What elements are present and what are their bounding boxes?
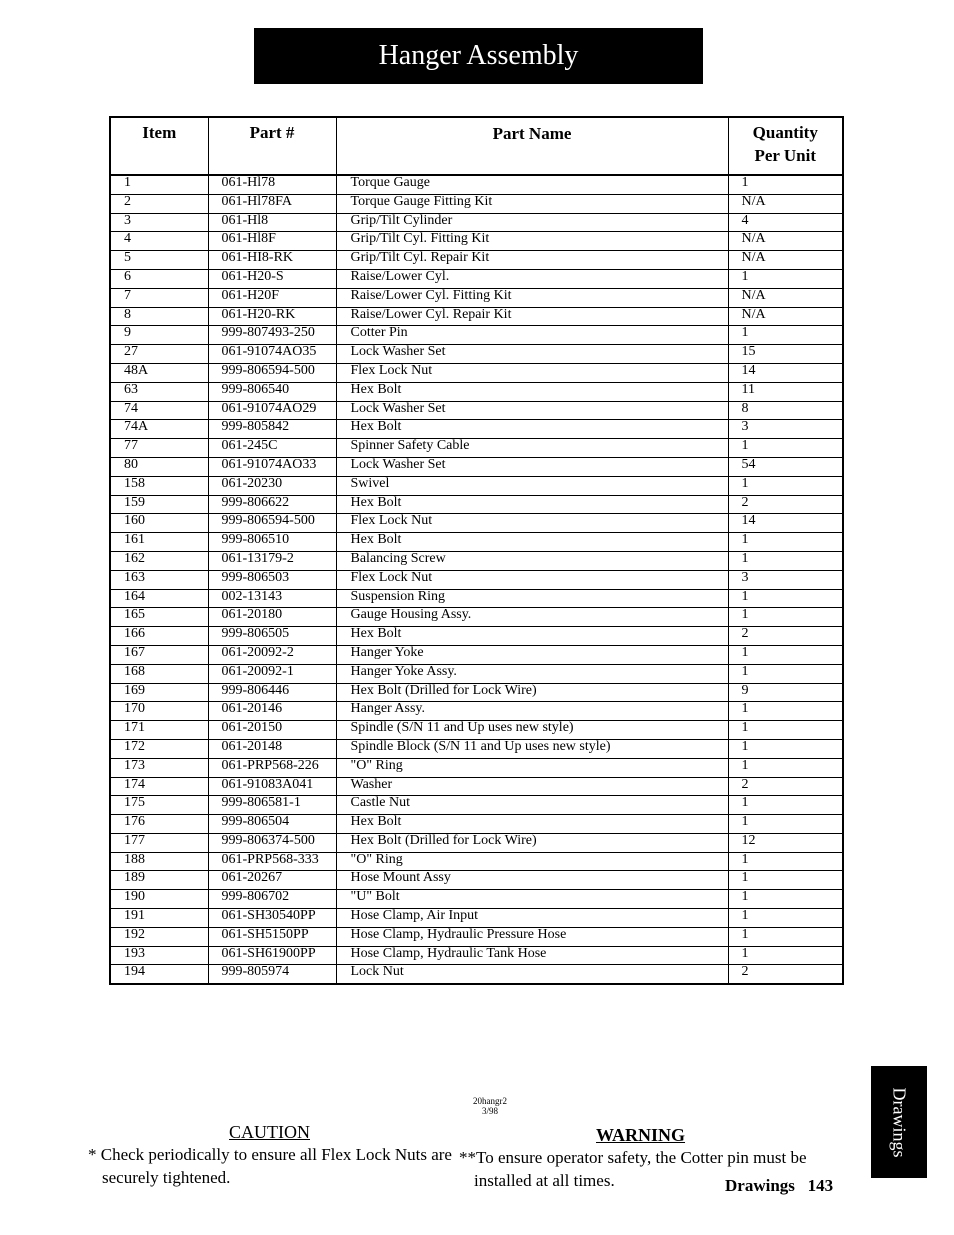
table-row [110,326,843,345]
table-row [110,288,843,307]
table-row [110,175,843,194]
cell-part-number: 061-91074AO29 [208,401,336,420]
cell-part-number: 999-805842 [208,420,336,439]
cell-part-number: 999-806505 [208,627,336,646]
page-title-bar [254,28,703,84]
cell-item: 174 [110,777,208,796]
cell-item: 161 [110,533,208,552]
table-row [110,664,843,683]
cell-part-name: "O" Ring [336,758,728,777]
cell-part-number: 999-806581-1 [208,796,336,815]
table-row [110,909,843,928]
cell-item: 48A [110,363,208,382]
cell-quantity: 1 [728,551,843,570]
cell-part-number: 999-806702 [208,890,336,909]
cell-item: 163 [110,570,208,589]
table-row [110,269,843,288]
cell-part-name: Lock Nut [336,965,728,984]
header-part-name [336,117,728,175]
side-tab-drawings[interactable] [871,1066,927,1178]
parts-table [109,116,844,985]
header-part-name-label: Part Name [492,124,572,143]
drawing-code-date: 3/98 [481,1106,498,1116]
cell-part-number: 999-806540 [208,382,336,401]
cell-item: 169 [110,683,208,702]
cell-part-name: Lock Washer Set [336,457,728,476]
cell-part-name: Hex Bolt (Drilled for Lock Wire) [336,683,728,702]
cell-part-name: Hex Bolt (Drilled for Lock Wire) [336,833,728,852]
cell-item: 188 [110,852,208,871]
cell-part-number: 999-806504 [208,815,336,834]
cell-part-name: Hose Clamp, Hydraulic Pressure Hose [336,927,728,946]
table-row [110,476,843,495]
cell-quantity: 1 [728,476,843,495]
table-row [110,194,843,213]
cell-quantity: N/A [728,251,843,270]
cell-item: 6 [110,269,208,288]
cell-item: 5 [110,251,208,270]
table-row [110,871,843,890]
cell-quantity: 1 [728,664,843,683]
cell-item: 74 [110,401,208,420]
cell-part-name: Spindle Block (S/N 11 and Up uses new style) [336,739,728,758]
cell-part-name: Hex Bolt [336,533,728,552]
cell-quantity: 8 [728,401,843,420]
cell-quantity: 1 [728,815,843,834]
cell-part-number: 061-91074AO33 [208,457,336,476]
table-row [110,382,843,401]
cell-item: 193 [110,946,208,965]
cell-quantity: 1 [728,533,843,552]
cell-part-name: Raise/Lower Cyl. Fitting Kit [336,288,728,307]
cell-quantity: 1 [728,927,843,946]
cell-part-number: 999-806374-500 [208,833,336,852]
cell-quantity: N/A [728,288,843,307]
cell-part-name: Washer [336,777,728,796]
header-item: Item [110,117,208,175]
header-quantity-line1: Quantity [752,123,818,142]
cell-part-name: Hose Mount Assy [336,871,728,890]
cell-part-name: Hex Bolt [336,420,728,439]
table-row [110,683,843,702]
cell-part-number: 002-13143 [208,589,336,608]
cell-quantity: 3 [728,570,843,589]
cell-quantity: 4 [728,213,843,232]
cell-item: 177 [110,833,208,852]
cell-part-number: 999-806594-500 [208,514,336,533]
header-quantity [728,117,843,175]
cell-item: 63 [110,382,208,401]
caution-title: CAUTION [229,1122,310,1142]
cell-item: 175 [110,796,208,815]
cell-quantity: 12 [728,833,843,852]
table-row [110,307,843,326]
cell-part-number: 061-Hl8 [208,213,336,232]
cell-part-number: 061-Hl78 [208,175,336,194]
cell-part-name: Raise/Lower Cyl. Repair Kit [336,307,728,326]
cell-quantity: 2 [728,965,843,984]
cell-part-name: Flex Lock Nut [336,570,728,589]
cell-part-number: 061-20267 [208,871,336,890]
cell-part-name: Hanger Assy. [336,702,728,721]
cell-item: 176 [110,815,208,834]
cell-quantity: 2 [728,495,843,514]
table-row [110,890,843,909]
table-row [110,439,843,458]
table-row [110,570,843,589]
cell-item: 77 [110,439,208,458]
footer-page-number: 143 [807,1176,834,1195]
cell-part-number: 061-H20F [208,288,336,307]
cell-quantity: 1 [728,796,843,815]
cell-part-number: 999-806594-500 [208,363,336,382]
page-title: Hanger Assembly [378,40,579,71]
table-row [110,589,843,608]
cell-part-name: Raise/Lower Cyl. [336,269,728,288]
cell-quantity: 1 [728,946,843,965]
cell-item: 192 [110,927,208,946]
cell-quantity: 1 [728,326,843,345]
cell-quantity: 14 [728,363,843,382]
cell-item: 168 [110,664,208,683]
table-row [110,946,843,965]
cell-part-number: 061-13179-2 [208,551,336,570]
table-row [110,627,843,646]
table-row [110,495,843,514]
cell-quantity: 3 [728,420,843,439]
table-row [110,232,843,251]
cell-item: 158 [110,476,208,495]
cell-quantity: 1 [728,739,843,758]
cell-part-name: Balancing Screw [336,551,728,570]
table-row [110,927,843,946]
cell-part-name: Spinner Safety Cable [336,439,728,458]
cell-item: 170 [110,702,208,721]
table-row [110,251,843,270]
cell-part-name: Grip/Tilt Cyl. Fitting Kit [336,232,728,251]
cell-part-number: 999-806510 [208,533,336,552]
table-row [110,420,843,439]
table-row [110,965,843,984]
cell-part-number: 061-SH30540PP [208,909,336,928]
table-row [110,514,843,533]
header-part-number: Part # [208,117,336,175]
cell-part-number: 061-SH61900PP [208,946,336,965]
cell-item: 164 [110,589,208,608]
footer-section: Drawings [725,1176,795,1195]
cell-quantity: 1 [728,439,843,458]
table-row [110,457,843,476]
cell-quantity: 1 [728,909,843,928]
cell-item: 172 [110,739,208,758]
table-row [110,739,843,758]
table-row [110,758,843,777]
page-footer [725,1176,833,1196]
cell-part-number: 999-806503 [208,570,336,589]
cell-part-name: Hex Bolt [336,495,728,514]
cell-item: 194 [110,965,208,984]
cell-part-name: Hanger Yoke Assy. [336,664,728,683]
cell-part-name: Hose Clamp, Air Input [336,909,728,928]
cell-part-name: Cotter Pin [336,326,728,345]
cell-item: 159 [110,495,208,514]
cell-quantity: 2 [728,627,843,646]
table-row [110,852,843,871]
cell-item: 167 [110,645,208,664]
cell-part-name: Flex Lock Nut [336,363,728,382]
cell-part-number: 061-20180 [208,608,336,627]
cell-quantity: N/A [728,307,843,326]
cell-quantity: 14 [728,514,843,533]
cell-part-name: Hose Clamp, Hydraulic Tank Hose [336,946,728,965]
cell-part-number: 061-20092-1 [208,664,336,683]
cell-part-name: Lock Washer Set [336,401,728,420]
cell-item: 171 [110,721,208,740]
cell-item: 2 [110,194,208,213]
cell-item: 160 [110,514,208,533]
cell-part-number: 061-245C [208,439,336,458]
cell-part-name: Flex Lock Nut [336,514,728,533]
cell-item: 8 [110,307,208,326]
cell-part-name: Hex Bolt [336,627,728,646]
cell-part-number: 999-805974 [208,965,336,984]
table-header-row [110,117,843,175]
cell-item: 80 [110,457,208,476]
cell-item: 4 [110,232,208,251]
cell-part-name: "U" Bolt [336,890,728,909]
cell-part-name: Hex Bolt [336,815,728,834]
cell-part-number: 061-PRP568-333 [208,852,336,871]
cell-item: 173 [110,758,208,777]
cell-part-number: 061-H20-RK [208,307,336,326]
cell-quantity: 1 [728,589,843,608]
table-row [110,777,843,796]
side-tab-label: Drawings [889,1087,910,1157]
cell-part-number: 061-91083A041 [208,777,336,796]
cell-part-number: 999-806446 [208,683,336,702]
cell-quantity: 1 [728,269,843,288]
parts-table-body [110,175,843,984]
cell-item: 9 [110,326,208,345]
cell-part-name: Grip/Tilt Cylinder [336,213,728,232]
table-row [110,833,843,852]
table-row [110,363,843,382]
cell-part-name: Swivel [336,476,728,495]
cell-part-number: 061-H20-S [208,269,336,288]
cell-item: 191 [110,909,208,928]
cell-quantity: 2 [728,777,843,796]
table-row [110,702,843,721]
cell-item: 74A [110,420,208,439]
cell-quantity: 1 [728,758,843,777]
cell-part-number: 061-20230 [208,476,336,495]
cell-quantity: 11 [728,382,843,401]
cell-item: 189 [110,871,208,890]
cell-part-name: Torque Gauge [336,175,728,194]
cell-part-name: Lock Washer Set [336,345,728,364]
cell-item: 190 [110,890,208,909]
cell-part-number: 061-20150 [208,721,336,740]
cell-quantity: N/A [728,194,843,213]
cell-quantity: N/A [728,232,843,251]
cell-part-name: Torque Gauge Fitting Kit [336,194,728,213]
table-row [110,645,843,664]
cell-quantity: 54 [728,457,843,476]
table-row [110,721,843,740]
cell-item: 166 [110,627,208,646]
cell-item: 3 [110,213,208,232]
cell-item: 27 [110,345,208,364]
cell-quantity: 15 [728,345,843,364]
cell-part-name: Castle Nut [336,796,728,815]
cell-quantity: 9 [728,683,843,702]
cell-part-name: Hanger Yoke [336,645,728,664]
cell-item: 1 [110,175,208,194]
table-row [110,401,843,420]
cell-part-number: 061-Hl78FA [208,194,336,213]
cell-part-name: Gauge Housing Assy. [336,608,728,627]
cell-part-number: 999-807493-250 [208,326,336,345]
cell-quantity: 1 [728,890,843,909]
drawing-code [462,1096,518,1116]
drawing-code-id: 20hangr2 [473,1096,507,1106]
table-row [110,608,843,627]
cell-part-number: 061-SH5150PP [208,927,336,946]
cell-quantity: 1 [728,175,843,194]
cell-part-name: Spindle (S/N 11 and Up uses new style) [336,721,728,740]
cell-part-name: "O" Ring [336,852,728,871]
cell-part-number: 061-PRP568-226 [208,758,336,777]
table-row [110,213,843,232]
cell-quantity: 1 [728,721,843,740]
caution-text: * Check periodically to ensure all Flex Lock Nuts are securely tightened. [88,1145,452,1187]
cell-part-number: 061-HI8-RK [208,251,336,270]
table-row [110,533,843,552]
cell-quantity: 1 [728,645,843,664]
warning-text: **To ensure operator safety, the Cotter pin must be installed at all times. [459,1148,807,1190]
cell-item: 7 [110,288,208,307]
cell-quantity: 1 [728,608,843,627]
cell-quantity: 1 [728,702,843,721]
table-row [110,551,843,570]
cell-part-number: 061-Hl8F [208,232,336,251]
cell-part-name: Hex Bolt [336,382,728,401]
cell-part-name: Suspension Ring [336,589,728,608]
cell-part-number: 999-806622 [208,495,336,514]
cell-part-number: 061-20148 [208,739,336,758]
header-quantity-line2: Per Unit [754,146,817,165]
cell-part-name: Grip/Tilt Cyl. Repair Kit [336,251,728,270]
warning-title: WARNING [596,1125,686,1145]
cell-part-number: 061-20092-2 [208,645,336,664]
table-row [110,345,843,364]
cell-part-number: 061-20146 [208,702,336,721]
cell-quantity: 1 [728,852,843,871]
cell-item: 162 [110,551,208,570]
table-row [110,796,843,815]
cell-part-number: 061-91074AO35 [208,345,336,364]
cell-item: 165 [110,608,208,627]
table-row [110,815,843,834]
cell-quantity: 1 [728,871,843,890]
